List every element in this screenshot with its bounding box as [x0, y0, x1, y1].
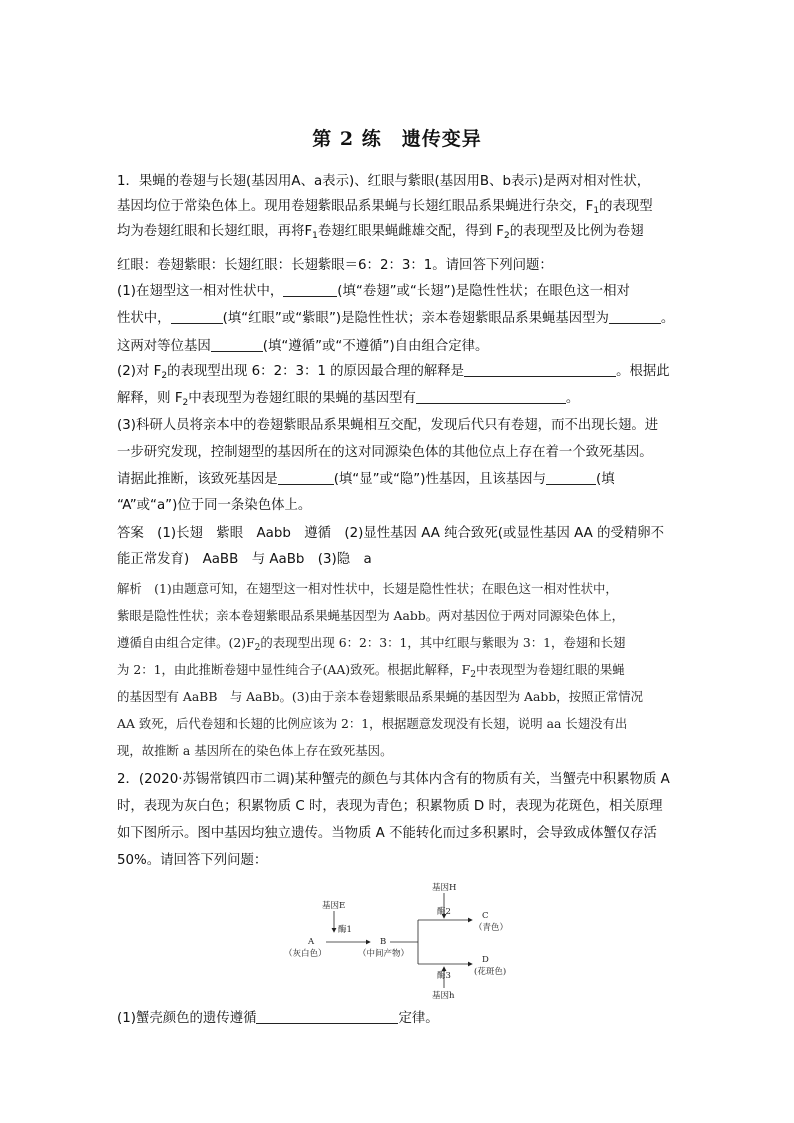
q1-sub3-line-3: 请据此推断，该致死基因是 (填“显”或“隐”)性基因，且该基因与 (填	[117, 472, 615, 487]
enzyme-2-label: 酶2	[437, 907, 451, 917]
page-title: 第 2 练 遗传变异	[312, 128, 482, 150]
node-c: C	[482, 911, 489, 921]
q1-sub3-line-2: 一步研究发现，控制翅型的基因所在的这对同源染色体的其他位点上存在着一个致死基因。	[117, 445, 653, 460]
q1-sub3-line-4: “A”或“a”)位于同一条染色体上。	[117, 498, 312, 513]
q1-line-1: 1．果蝇的卷翅与长翅(基因用A、a表示)、红眼与紫眼(基因用B、b表示)是两对相对性状，	[117, 174, 651, 189]
q1-line-2: 基因均位于常染色体上。现用卷翅紫眼品系果蝇与长翅红眼品系果蝇进行杂交，$F_1$的表现型	[117, 199, 653, 216]
q1-explanation-line-5: 的基因型有 AaBB 与 AaBb。(3)由于亲本卷翅紫眼品系果蝇的基因型为 Aabb，按照正常情况	[117, 689, 643, 704]
answer-blank[interactable]	[546, 470, 596, 485]
answer-blank[interactable]	[464, 362, 616, 377]
q2-line-4: 50%。请回答下列问题：	[117, 853, 268, 868]
q1-explanation-line-7: 现，故推断 a 基因所在的染色体上存在致死基因。	[117, 743, 393, 758]
answer-blank[interactable]	[256, 1009, 398, 1024]
node-c-desc: （青色）	[474, 923, 509, 933]
q2-line-2: 时，表现为灰白色；积累物质 C 时，表现为青色；积累物质 D 时，表现为花斑色，相关原理	[117, 799, 663, 814]
node-d-desc: (花斑色)	[474, 967, 507, 977]
answer-blank[interactable]	[211, 337, 263, 352]
q1-line-3: 均为卷翅红眼和长翅红眼，再将$F_1$卷翅红眼果蝇雌雄交配，得到 $F_2$的表现型及比例为卷翅	[117, 224, 644, 241]
node-a: A	[308, 937, 315, 947]
q1-answer-line-1: 答案 (1)长翅 紫眼 Aabb 遵循 (2)显性基因 AA 纯合致死(或显性基因 AA 的受精卵不	[117, 526, 665, 541]
answer-blank[interactable]	[283, 282, 337, 297]
q1-explanation-line-4: 为 2：1，由此推断卷翅中显性纯合子(AA)致死。根据此解释，$F_2$中表现型为卷翅红眼的果蝇	[117, 662, 625, 680]
q1-sub2-line-2: 解释，则 $F_2$中表现型为卷翅红眼的果蝇的基因型有 。	[117, 391, 580, 408]
q1-line-4: 红眼：卷翅紫眼：长翅红眼：长翅紫眼＝6：2：3：1。请回答下列问题：	[117, 258, 553, 273]
q2-line-3: 如下图所示。图中基因均独立遗传。当物质 A 不能转化而过多积累时，会导致成体蟹仅存活	[117, 826, 657, 841]
node-a-desc: （灰白色）	[284, 949, 327, 959]
q1-answer-line-2: 能正常发育) AaBB 与 AaBb (3)隐 a	[117, 552, 372, 567]
q1-sub1-line-2: 性状中， (填“红眼”或“紫眼”)是隐性性状；亲本卷翅紫眼品系果蝇基因型为 。	[117, 311, 675, 326]
node-b: B	[380, 937, 387, 947]
gene-h-small-label: 基因h	[432, 991, 455, 1000]
q1-sub2-line-1: (2)对 $F_2$的表现型出现 6：2：3：1 的原因最合理的解释是 。根据此	[117, 364, 670, 381]
q1-explanation-line-6: AA 致死，后代卷翅和长翅的比例应该为 2：1，根据题意发现没有长翅，说明 aa 长翅没有出	[117, 716, 628, 731]
node-b-desc: （中间产物）	[358, 949, 410, 959]
answer-blank[interactable]	[416, 389, 566, 404]
answer-blank[interactable]	[278, 470, 334, 485]
q2-line-1: 2．(2020·苏锡常镇四市二调)某种蟹壳的颜色与其体内含有的物质有关，当蟹壳中积累物质 A	[117, 772, 670, 787]
q1-explanation-line-1: 解析 (1)由题意可知，在翅型这一相对性状中，长翅是隐性性状；在眼色这一相对性状中，	[117, 581, 618, 596]
enzyme-3-label: 酶3	[437, 971, 451, 981]
q1-explanation-line-3: 遵循自由组合定律。$(2)F_2$的表现型出现 6：2：3：1，其中红眼与紫眼为 3：1，卷翅和长翅	[117, 635, 626, 653]
answer-blank[interactable]	[171, 309, 223, 324]
q1-sub1-line-3: 这两对等位基因 (填“遵循”或“不遵循”)自由组合定律。	[117, 339, 489, 354]
gene-h-label: 基因H	[432, 883, 457, 893]
q1-explanation-line-2: 紫眼是隐性性状；亲本卷翅紫眼品系果蝇基因型为 Aabb。两对基因位于两对同源染色体上，	[117, 608, 624, 623]
q1-sub3-line-1: (3)科研人员将亲本中的卷翅紫眼品系果蝇相互交配，发现后代只有卷翅，而不出现长翅。进	[117, 418, 659, 433]
node-d: D	[482, 955, 489, 965]
pathway-diagram	[280, 880, 520, 1000]
q2-sub1: (1)蟹壳颜色的遗传遵循 定律。	[117, 1011, 439, 1026]
enzyme-1-label: 酶1	[338, 925, 352, 935]
gene-e-label: 基因E	[322, 901, 346, 911]
answer-blank[interactable]	[609, 309, 661, 324]
q1-sub1-line-1: (1)在翅型这一相对性状中， (填“卷翅”或“长翅”)是隐性性状；在眼色这一相对	[117, 284, 630, 299]
